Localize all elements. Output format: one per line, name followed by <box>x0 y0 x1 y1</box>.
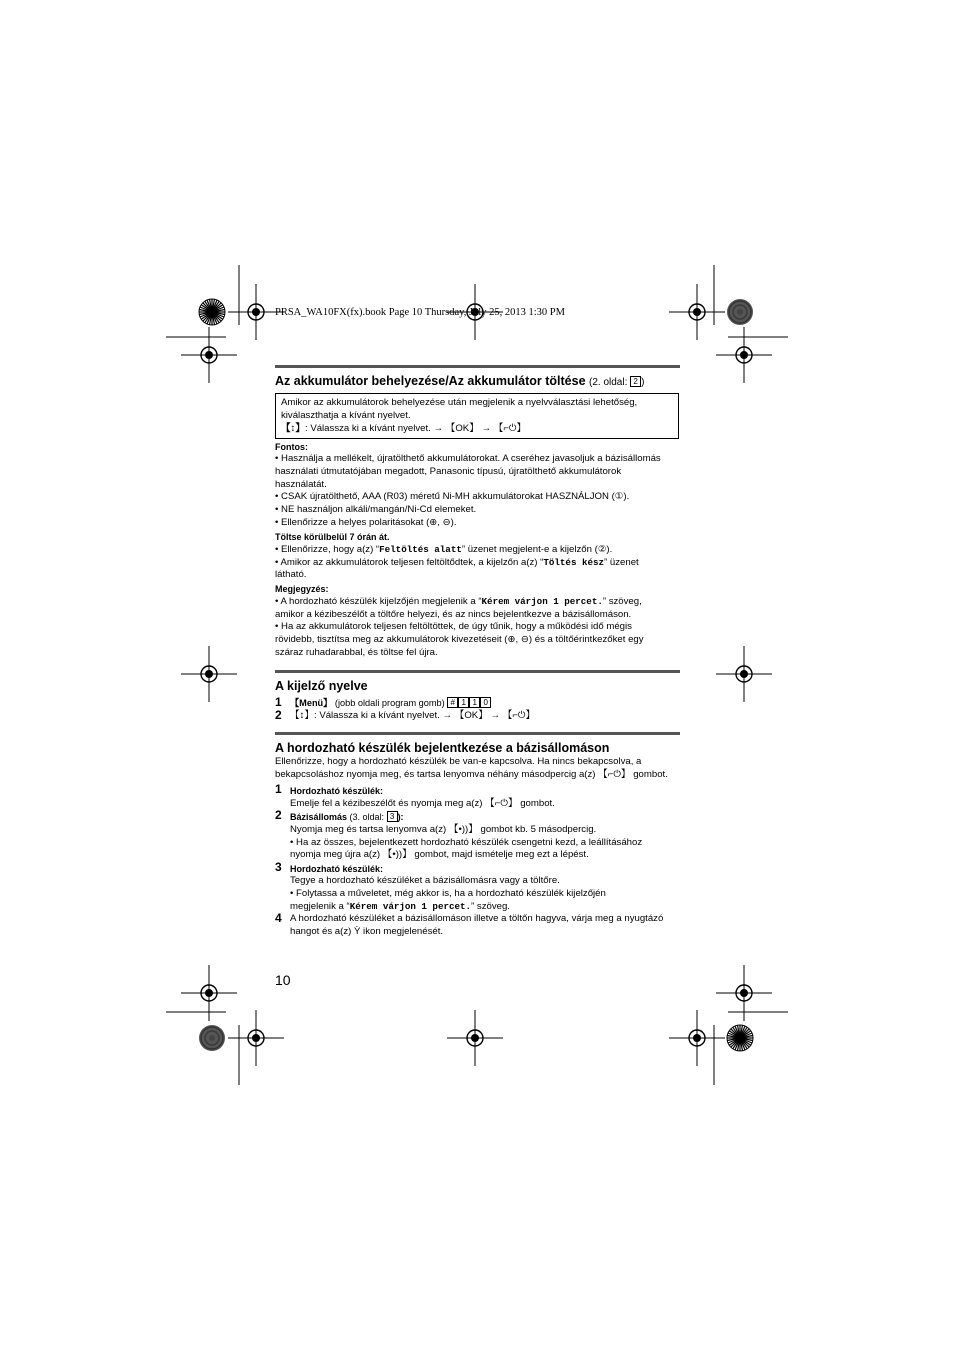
display-language-title: A kijelző nyelve <box>275 679 368 693</box>
fontos-label: Fontos: <box>275 442 308 452</box>
step-text: Nyomja meg és tartsa lenyomva a(z) 【•))】 gombot kb. 5 másodpercig. <box>290 824 597 835</box>
section-rule <box>275 365 680 368</box>
charge-label: Töltse körülbelül 7 órán át. <box>275 532 390 542</box>
note-item: • A hordozható készülék kijelzőjén megjelenik a “Kérem várjon 1 percet.” szöveg, <box>275 596 642 607</box>
page-number: 10 <box>275 972 291 988</box>
fontos-item: használati útmutatójában megadott, Panasonic típusú, újratölthető akkumulátorok <box>275 466 622 477</box>
step-number: 2 <box>275 708 282 722</box>
intro-text: Ellenőrizze, hogy a hordozható készülék be van-e kapcsolva. Ha nincs bekapcsolva, a <box>275 756 642 767</box>
charge-item: • Amikor az akkumulátorok teljesen feltöltődtek, a kijelzőn a(z) “Töltés kész” üzenet <box>275 557 639 568</box>
section-rule <box>275 670 680 673</box>
step-text: Tegye a hordozható készüléket a bázisállomásra vagy a töltőre. <box>290 875 560 886</box>
box-text-line: Amikor az akkumulátorok behelyezése után megjelenik a nyelvválasztási lehetőség, <box>281 397 638 408</box>
box-text-line: kiválaszthatja a kívánt nyelvet. <box>281 410 411 421</box>
megjegyzes-label: Megjegyzés: <box>275 584 329 594</box>
step-bullet: nyomja meg újra a(z) 【•))】 gombot, majd ismételje meg ezt a lépést. <box>290 849 589 860</box>
step-text: hangot és a(z) Ỳ ikon megjelenését. <box>290 926 444 937</box>
fontos-item: használatát. <box>275 479 327 490</box>
battery-section-title <box>275 374 645 388</box>
step-label: Hordozható készülék: <box>290 786 384 796</box>
step-bullet: • Ha az összes, bejelentkezett hordozható készülék csengetni kezd, a leállításához <box>290 837 643 848</box>
step-bullet: megjelenik a “Kérem várjon 1 percet.” szöveg. <box>290 901 510 912</box>
charge-item: • Ellenőrizze, hogy a(z) “Feltöltés alatt” üzenet megjelent-e a kijelzőn (②). <box>275 544 613 555</box>
step-text: 【Menü】 (jobb oldali program gomb) # 1 1 0 <box>290 697 491 710</box>
navigator-key: 【↕】 <box>281 423 305 434</box>
fontos-item: • Használja a mellékelt, újratölthető akkumulátorokat. A cseréhez javasoljuk a bázisállomás <box>275 453 661 464</box>
note-item: • Ha az akkumulátorok teljesen feltöltöttek, de úgy tűnik, hogy a működési idő mégis <box>275 621 632 632</box>
step-text: 【↕】: Válassza ki a kívánt nyelvet. → 【OK】 → 【⌐⏻】 <box>290 710 536 721</box>
step-label: Hordozható készülék: <box>290 864 384 874</box>
box-text-line: 【↕】: Válassza ki a kívánt nyelvet. → 【OK】 → 【⌐⏻】 <box>281 423 527 434</box>
battery-section-title-text: Az akkumulátor behelyezése/Az akkumulátor töltése <box>275 374 586 388</box>
step-text: Emelje fel a kézibeszélőt és nyomja meg a(z) 【⌐⏻】 gombot. <box>290 798 555 809</box>
fontos-item: • CSAK újratölthető, AAA (R03) méretű Ni-MH akkumulátorokat HASZNÁLJON (①). <box>275 491 630 502</box>
section-rule <box>275 732 680 735</box>
fontos-item: • NE használjon alkáli/mangán/Ni-Cd elemeket. <box>275 504 477 515</box>
note-item: rövidebb, tisztítsa meg az akkumulátorok kivezetéseit (⊕, ⊖) és a töltőérintkezőket egy <box>275 634 644 645</box>
step-number: 2 <box>275 808 282 822</box>
page-ref: (2. oldal: 2 ) <box>589 377 645 388</box>
note-item: amikor a kézibeszélőt a töltőre helyezi, és az nincs bejelentkezve a bázisállomáson. <box>275 609 632 620</box>
step-text: A hordozható készüléket a bázisállomáson illetve a töltőn hagyva, várja meg a nyugtázó <box>290 913 664 924</box>
fontos-item: • Ellenőrizze a helyes polaritásokat (⊕, ⊖). <box>275 517 457 528</box>
step-number: 3 <box>275 860 282 874</box>
step-number: 1 <box>275 695 282 709</box>
note-item: száraz ruhadarabbal, és töltse fel újra. <box>275 647 438 658</box>
step-number: 4 <box>275 911 282 925</box>
intro-text: bekapcsoláshoz nyomja meg, és tartsa lenyomva néhány másodpercig a(z) 【⌐⏻】 gombot. <box>275 769 668 780</box>
step-bullet: • Folytassa a műveletet, még akkor is, ha a hordozható készülék kijelzőjén <box>290 888 606 899</box>
charge-item: látható. <box>275 569 307 580</box>
book-header: PRSA_WA10FX(fx).book Page 10 Thursday, July 25, 2013 1:30 PM <box>275 307 565 318</box>
step-number: 1 <box>275 782 282 796</box>
registration-title: A hordozható készülék bejelentkezése a bázisállomáson <box>275 741 610 755</box>
step-label: Bázisállomás (3. oldal: 3 ): <box>290 812 404 822</box>
